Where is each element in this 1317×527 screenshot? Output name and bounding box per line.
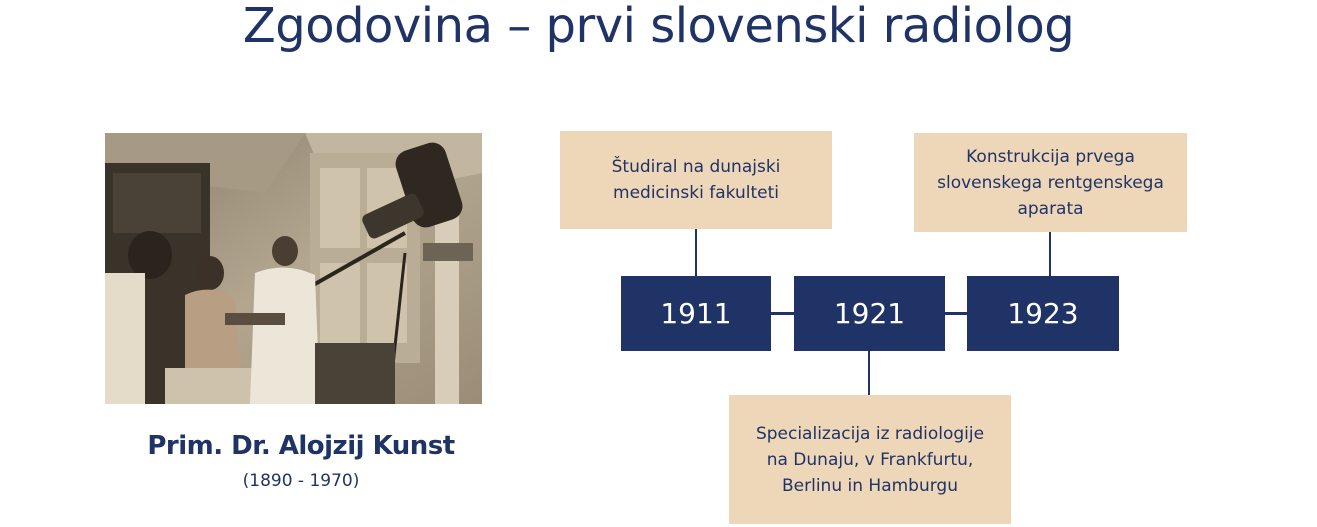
event-box-1923 — [914, 133, 1187, 232]
person-name: Prim. Dr. Alojzij Kunst — [147, 431, 455, 461]
event-box-1911 — [560, 131, 832, 229]
year-box-1921 — [794, 276, 945, 351]
timeline-connector — [771, 312, 794, 315]
historical-photo — [105, 133, 482, 404]
event-text: Specializacija iz radiologije na Dunaju, v Frankfurtu, Berlinu in Hamburgu — [755, 423, 985, 496]
event-connector-1923 — [1049, 232, 1051, 276]
event-text: Konstrukcija prvega slovenskega rentgenskega aparata — [937, 146, 1164, 219]
year-label: 1911 — [660, 297, 732, 330]
year-box-1923 — [967, 276, 1119, 351]
event-connector-1921 — [868, 351, 870, 395]
event-connector-1911 — [695, 229, 697, 276]
timeline-connector — [945, 312, 967, 315]
year-box-1911 — [621, 276, 771, 351]
event-text: Študiral na dunajski medicinski fakulteti — [611, 157, 781, 203]
slide-title: Zgodovina – prvi slovenski radiolog — [242, 0, 1075, 54]
year-label: 1921 — [833, 297, 906, 330]
person-years: (1890 - 1970) — [242, 471, 360, 491]
year-label: 1923 — [1007, 297, 1079, 330]
event-box-1921 — [729, 395, 1011, 524]
